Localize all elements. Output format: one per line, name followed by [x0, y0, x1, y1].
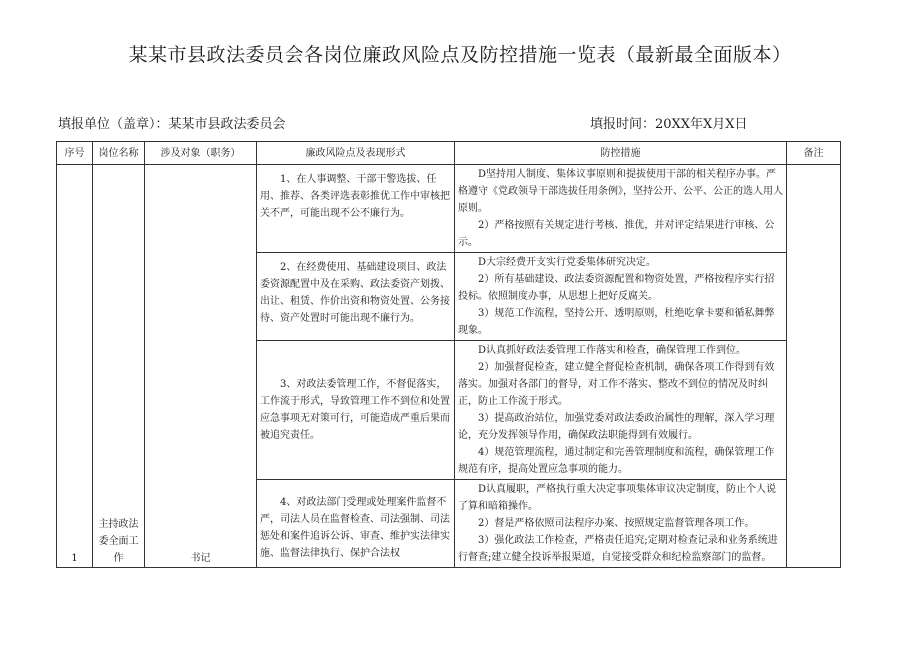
cell-risk-2: 2、在经费使用、基础建设项目、政法委资源配置中及在采购、政法委资产划拨、出让、租赁、作价出资和物资处置、公务接待、资产处置时可能出现不廉行为。: [257, 253, 455, 341]
table-row: [57, 165, 841, 253]
measure-item: D认真履职，严格执行重大决定事项集体审议决定制度，防止个人说了算和暗箱操作。: [458, 484, 777, 512]
header-post: 岗位名称: [93, 142, 145, 165]
cell-risk-4: 4、对政法部门受理或处理案件监督不严，司法人员在监督检查、司法强制、司法惩处和案件追诉公诉、审查、维护实法律实施、监督法律执行、保护合法权: [257, 480, 455, 568]
measure-item: 2）所有基础建设、政法委资源配置和物资处置，严格按程序实行招投标。依照制度办事，从思想上把好反腐关。: [458, 274, 775, 302]
measure-item: 2）加强督促检查，建立健全督促检查机制，确保各项工作得到有效落实。加强对各部门的督导，对工作不落实、整改不到位的情况及时纠正，防止工作流于形式。: [458, 362, 775, 407]
cell-post: 主持政法委全面工作: [93, 165, 145, 568]
risk-table: [56, 141, 841, 568]
cell-risk-3: 3、对政法委管理工作，不督促落实，工作流于形式，导致管理工作不到位和处置应急事项无对策可行，可能造成严重后果而被追究责任。: [257, 341, 455, 480]
header-object: 涉及对象（职务）: [145, 142, 257, 165]
header-note: 备注: [787, 142, 841, 165]
measure-item: 2）严格按照有关规定进行考核、推优，并对评定结果进行审核、公示。: [458, 220, 775, 248]
cell-no: 1: [57, 165, 93, 568]
measure-item: 4）规范管理流程，通过制定和完善管理制度和流程，确保管理工作规范有序，提高处置应急事项的能力。: [458, 447, 775, 475]
measure-item: 2）督是严格依照司法程序办案、按照规定监督管理各项工作。: [478, 518, 755, 529]
cell-object: 书记: [145, 165, 257, 568]
header-risk: 廉政风险点及表现形式: [257, 142, 455, 165]
measure-item: 3）规范工作流程，坚持公开、透明原则，杜绝吃拿卡要和循私舞弊现象。: [458, 308, 775, 336]
measure-item: D大宗经费开支实行党委集体研究决定。: [478, 257, 657, 268]
fill-time: 填报时间：20XX年X月X日: [590, 117, 748, 132]
measure-item: D坚持用人制度、集体议事原则和提拔使用干部的相关程序办事。严格遵守《党政领导干部选拔任用条例》，坚持公开、公平、公正的选人用人原则。: [458, 169, 783, 214]
cell-risk-1: 1、在人事调整、干部干警选拔、任用、推荐、各类评选表彰推优工作中审核把关不严，可能出现不公不廉行为。: [257, 165, 455, 253]
header-measures: 防控措施: [455, 142, 787, 165]
table-header-row: [57, 142, 841, 165]
cell-note: [787, 165, 841, 568]
cell-measures-3: [455, 341, 787, 480]
page-title: 某某市县政法委员会各岗位廉政风险点及防控措施一览表（最新最全面版本）: [128, 44, 792, 66]
measure-item: 3）提高政治站位，加强党委对政法委政治属性的理解，深入学习理论，充分发挥领导作用，确保政法职能得到有效履行。: [458, 413, 775, 441]
header-no: 序号: [57, 142, 93, 165]
fill-unit: 填报单位（盖章）：某某市县政法委员会: [58, 117, 286, 132]
cell-measures-1: [455, 165, 787, 253]
cell-measures-4: [455, 480, 787, 568]
cell-measures-2: [455, 253, 787, 341]
measure-item: D认真抓好政法委管理工作落实和检查，确保管理工作到位。: [478, 345, 747, 356]
measure-item: 3）强化政法工作检查，严格责任追究;定期对检查记录和业务系统进行督查;建立健全投诉举报渠道，自觉接受群众和纪检监察部门的监督。: [458, 535, 778, 563]
